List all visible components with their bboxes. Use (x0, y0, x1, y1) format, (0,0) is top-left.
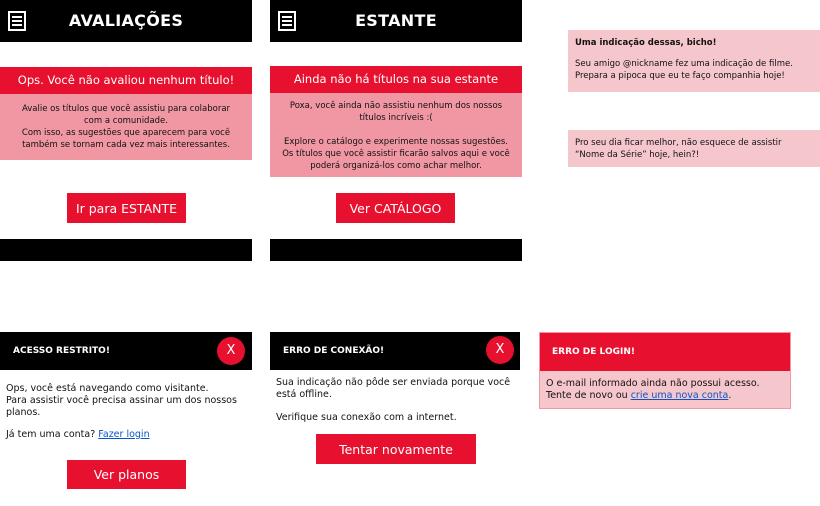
avaliacoes-alert-title: Ops. Você não avaliou nenhum título! (0, 67, 252, 94)
erro-login-header: ERRO DE LOGIN! (540, 333, 790, 371)
close-button[interactable]: X (217, 337, 245, 365)
create-account-link[interactable]: crie uma nova conta (630, 390, 729, 401)
page-title: AVALIAÇÕES (68, 11, 184, 30)
notification-reminder[interactable]: Pro seu dia ficar melhor, não esquece de assistir “Nome da Série” hoje, hein?! (568, 130, 820, 167)
view-catalog-button[interactable]: Ver CATÁLOGO (336, 193, 455, 223)
page-title: ESTANTE (355, 11, 437, 30)
erro-login-body: O e-mail informado ainda não possui acesso. Tente de novo ou crie uma nova conta. (546, 378, 760, 401)
erro-conexao-header (270, 332, 520, 370)
estante-header (270, 0, 522, 42)
login-prompt: Já tem uma conta? Fazer login (6, 429, 150, 440)
acesso-restrito-body: Ops, você está navegando como visitante. Para assistir você precisa assinar um dos nossos planos. Já tem uma conta? Fazer login (6, 383, 252, 441)
view-plans-button[interactable]: Ver planos (67, 460, 186, 489)
erro-login-card (539, 332, 791, 409)
dialog-title: ACESSO RESTRITO! (13, 346, 110, 356)
avaliacoes-alert-body: Avalie os títulos que você assistiu para colaborar com a comunidade. Com isso, as sugestões que aparecem para você também se tornam cada vez mais interessantes. (0, 94, 252, 160)
close-button[interactable]: X (486, 336, 514, 364)
acesso-restrito-header (0, 332, 252, 370)
avaliacoes-header (0, 0, 252, 42)
retry-button[interactable]: Tentar novamente (316, 434, 476, 464)
go-to-estante-button[interactable]: Ir para ESTANTE (67, 193, 186, 223)
estante-alert-title: Ainda não há títulos na sua estante (270, 66, 522, 93)
estante-alert-body: Poxa, você ainda não assistiu nenhum dos nossos títulos incríveis :( Explore o catálogo e experimente nossas sugestões. Os títulos que você assistir ficarão salvos aqui e você poderá organizá-los como achar melhor. (270, 93, 522, 177)
erro-conexao-body: Sua indicação não pôde ser enviada porque você está offline. Verifique sua conexão com a internet. (276, 377, 511, 423)
notification-recommendation[interactable]: Uma indicação dessas, bicho! Seu amigo @nickname fez uma indicação de filme. Prepara a pipoca que eu te faço companhia hoje! (568, 30, 820, 92)
dialog-title: ERRO DE CONEXÃO! (283, 346, 385, 356)
estante-footer-bar (270, 239, 522, 261)
avaliacoes-footer-bar (0, 239, 252, 261)
login-link[interactable]: Fazer login (98, 429, 150, 440)
